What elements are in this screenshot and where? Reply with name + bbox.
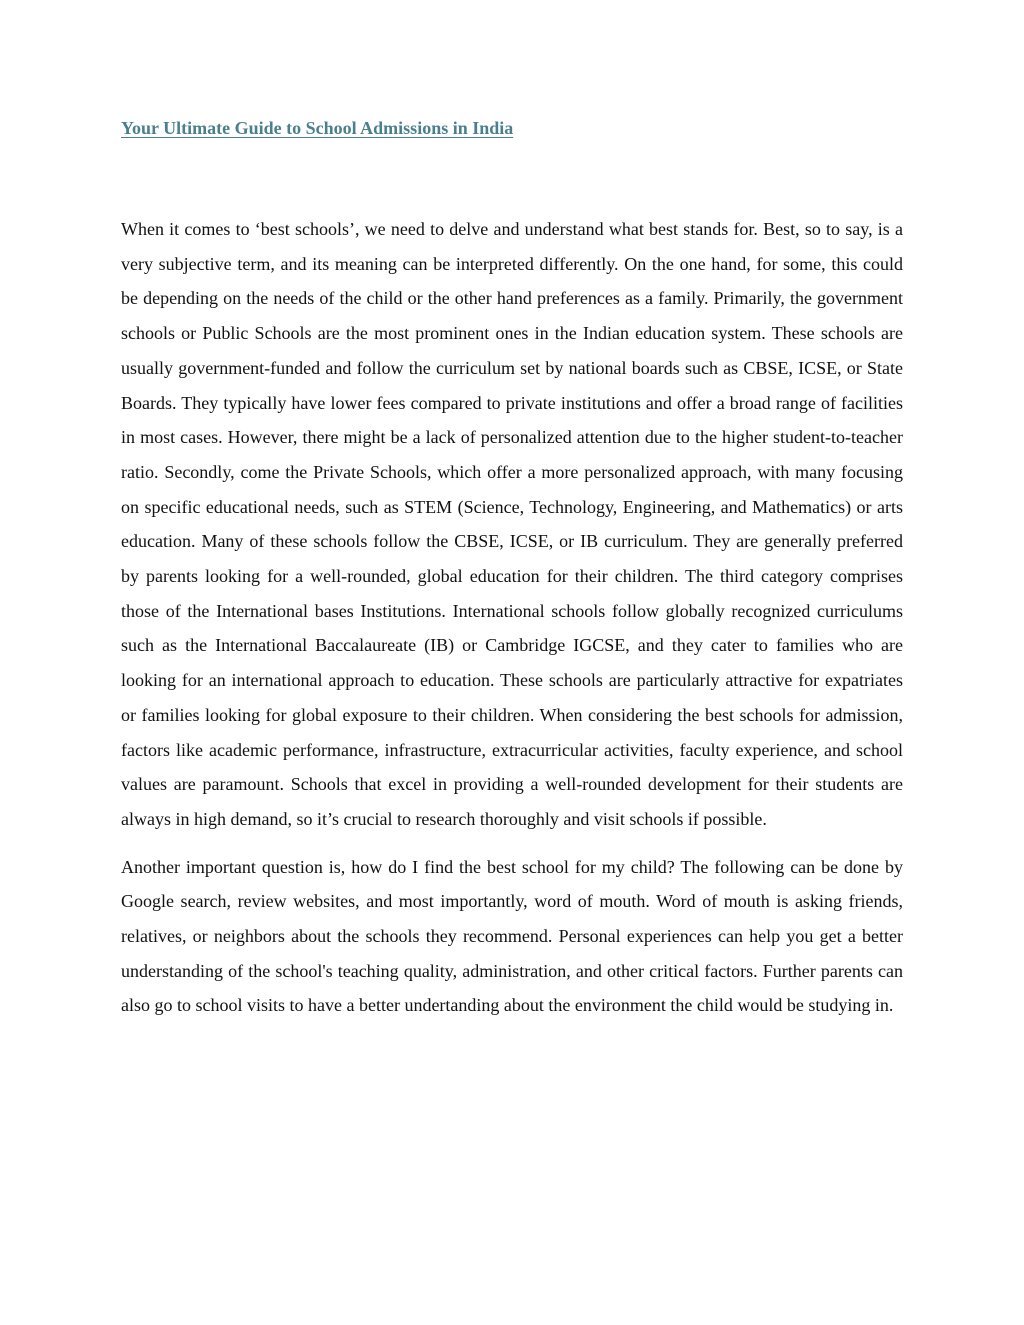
document-body <box>121 212 903 1036</box>
body-paragraph-2: Another important question is, how do I find the best school for my child? The following can be done by Google search, review websites, and most importantly, word of mouth. Word of mouth is asking friends, relatives, or neighbors about the schools they recommend. Personal experiences can help you get a better understanding of the school's teaching quality, administration, and other critical factors. Further parents can also go to school visits to have a better undertanding about the environment the child would be studying in. <box>121 856 903 1016</box>
body-paragraph-1: When it comes to ‘best schools’, we need to delve and understand what best stands for. Best, so to say, is a very subjective term, and its meaning can be interpreted differently. On the one hand, for some, this could be depending on the needs of the child or the other hand preferences as a family. Primarily, the government schools or Public Schools are the most prominent ones in the Indian education system. These schools are usually government-funded and follow the curriculum set by national boards such as CBSE, ICSE, or State Boards. They typically have lower fees compared to private institutions and offer a broad range of facilities in most cases. However, there might be a lack of personalized attention due to the higher student-to-teacher ratio. Secondly, come the Private Schools, which offer a more personalized approach, with many focusing on specific educational needs, such as STEM (Science, Technology, Engineering, and Mathematics) or arts education. Many of these schools follow the CBSE, ICSE, or IB curriculum. They are generally preferred by parents looking for a well-rounded, global education for their children. The third category comprises those of the International bases Institutions. International schools follow globally recognized curriculums such as the International Baccalaureate (IB) or Cambridge IGCSE, and they cater to families who are looking for an international approach to education. These schools are particularly attractive for expatriates or families looking for global exposure to their children. When considering the best schools for admission, factors like academic performance, infrastructure, extracurricular activities, faculty experience, and school values are paramount. Schools that excel in providing a well-rounded development for their students are always in high demand, so it’s crucial to research thoroughly and visit schools if possible. <box>121 219 903 829</box>
document-title: Your Ultimate Guide to School Admissions in India <box>121 118 514 138</box>
